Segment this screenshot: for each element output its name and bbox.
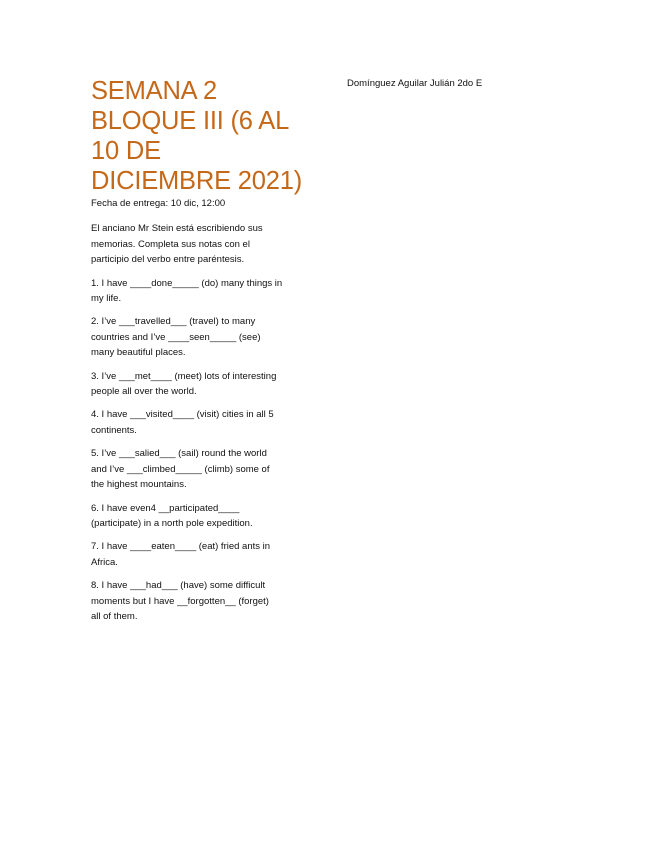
exercise-line: my life. xyxy=(91,293,122,305)
exercise-line: 8. I have ___had___ (have) some difficult xyxy=(91,580,266,592)
due-date: Fecha de entrega: 10 dic, 12:00 xyxy=(91,198,226,209)
title-line: SEMANA 2 xyxy=(91,77,217,105)
page-title xyxy=(91,76,331,196)
instruction-line: El anciano Mr Stein está escribiendo sus xyxy=(91,223,263,235)
exercise-line: all of them. xyxy=(91,610,138,622)
exercise-line: 3. I’ve ___met____ (meet) lots of interesting xyxy=(91,370,277,382)
author-name: Domínguez Aguilar Julián 2do E xyxy=(347,78,483,89)
exercise-item-7 xyxy=(91,539,311,570)
exercise-line: 4. I have ___visited____ (visit) cities in all 5 xyxy=(91,409,274,421)
instruction-line: participio del verbo entre paréntesis. xyxy=(91,254,245,266)
exercise-line: countries and I’ve ____seen_____ (see) xyxy=(91,331,261,343)
title-line: DICIEMBRE 2021) xyxy=(91,167,302,195)
exercise-line: 7. I have ____eaten____ (eat) fried ants in xyxy=(91,541,271,553)
exercise-line: the highest mountains. xyxy=(91,479,187,491)
exercise-line: and I’ve ___climbed_____ (climb) some of xyxy=(91,463,270,475)
exercise-item-2 xyxy=(91,314,311,360)
title-line: 10 DE xyxy=(91,137,161,165)
exercise-line: 2. I’ve ___travelled___ (travel) to many xyxy=(91,316,256,328)
exercise-line: 5. I’ve ___salied___ (sail) round the world xyxy=(91,448,267,460)
exercise-item-4 xyxy=(91,407,311,438)
exercise-item-6 xyxy=(91,501,311,532)
title-line: BLOQUE III (6 AL xyxy=(91,107,290,135)
exercise-item-3 xyxy=(91,369,311,400)
exercise-line: continents. xyxy=(91,424,137,436)
exercise-line: people all over the world. xyxy=(91,386,197,398)
worksheet-body xyxy=(91,196,311,632)
exercise-line: many beautiful places. xyxy=(91,347,186,359)
exercise-item-1 xyxy=(91,276,311,307)
exercise-line: Africa. xyxy=(91,556,118,568)
instructions xyxy=(91,221,311,267)
exercise-item-5 xyxy=(91,446,311,492)
exercise-line: moments but I have __forgotten__ (forget) xyxy=(91,595,269,607)
exercise-line: (participate) in a north pole expedition. xyxy=(91,517,253,529)
exercise-line: 6. I have even4 __participated____ xyxy=(91,502,240,514)
instruction-line: memorias. Completa sus notas con el xyxy=(91,238,250,250)
exercise-item-8 xyxy=(91,578,311,624)
exercise-line: 1. I have ____done_____ (do) many things in xyxy=(91,277,283,289)
